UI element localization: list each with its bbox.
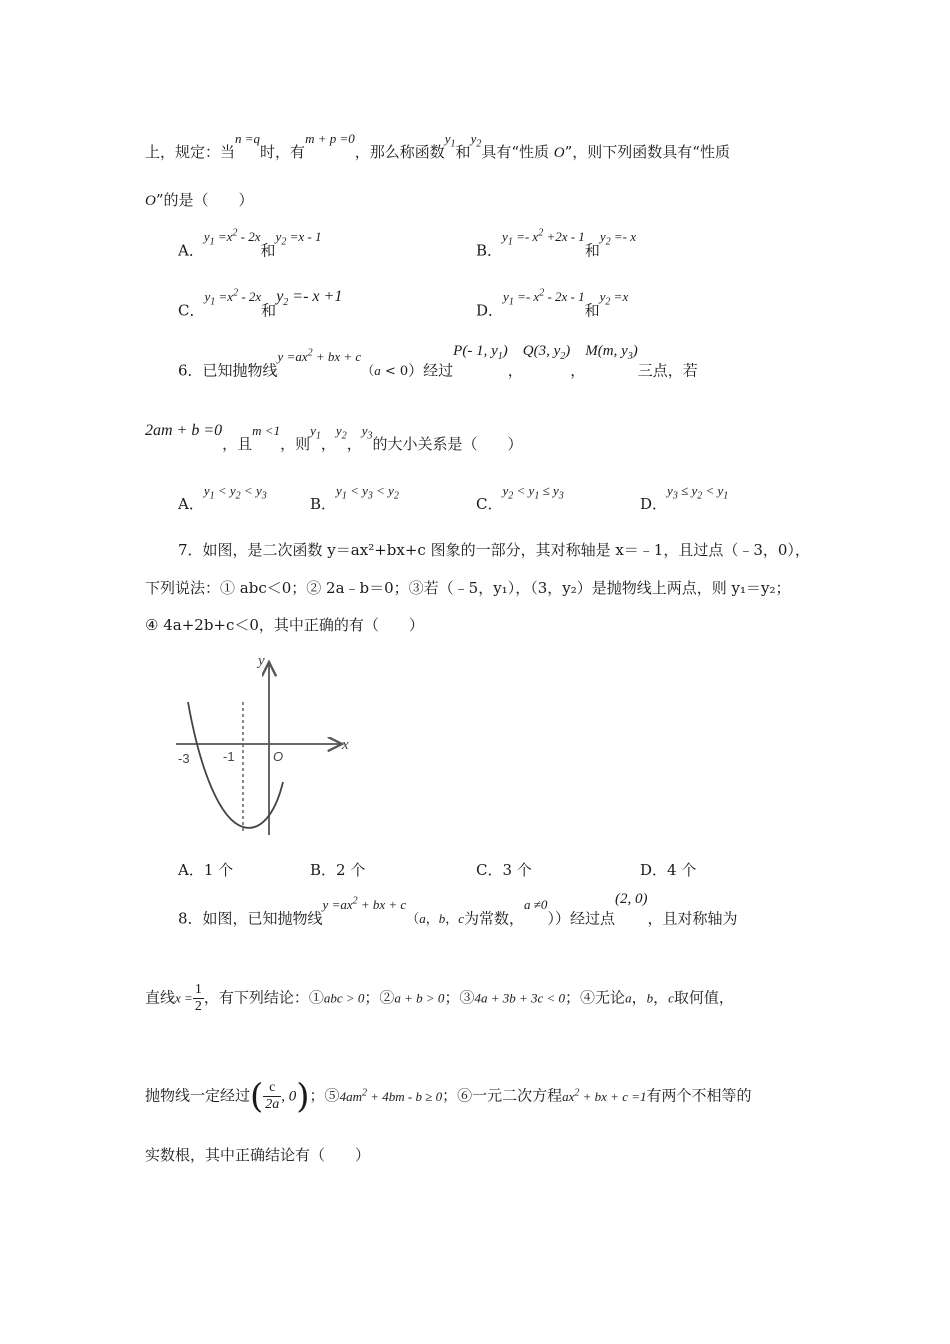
q6-option-a: A．$y_1 < y_2 < y_3$ [178, 483, 267, 513]
q6-2am-b: 2am + b =0 [145, 422, 223, 439]
math-n-eq-q: n =q [235, 131, 261, 146]
option-c-y2: $y_2 =- x +1$ [276, 288, 343, 309]
q6-y1: $y_1$ [310, 423, 321, 442]
q6-point-m: M(m, $y_3$) [585, 343, 638, 363]
option-c-y1: $y_1 =x^2 - 2x$ [204, 288, 262, 308]
q8-line-2: 直线x = $\frac{1}{2}$ ，有下列结论：①abc > 0；②a + b > 0；③4a + 3b + 3c < 0；④无论a，b，c取何值， [145, 982, 734, 1014]
q6-a-expr: $y_1 < y_2 < y_3$ [203, 483, 267, 502]
tick-label-neg3: -3 [178, 751, 190, 766]
q5-option-b: B．$y_1 =- x^2 +2x - 1$和$y_2 =- x$ [476, 228, 636, 260]
option-a-y2: $y_2 =x - 1$ [275, 229, 322, 248]
intro-line-2: O”的是（ ） [145, 191, 254, 209]
q5-option-a: A．$y_1 =x^2 - 2x$和$y_2 =x - 1$ [178, 228, 322, 260]
x-axis-label: x [342, 737, 349, 753]
q6-m-lt-1: m <1 [252, 423, 281, 438]
q7-line-2: 下列说法：① abc＜0；② 2a﹣b＝0；③若（﹣5，y₁），（3，y₂）是抛物线上两点，则 y₁＝y₂； [145, 579, 791, 597]
q8-abc: （a，b，c [406, 911, 465, 928]
q8-4am2: $4am^2 + 4bm - b \ge 0$ [339, 1087, 443, 1104]
math-m-plus-p: m + p =0 [305, 131, 355, 146]
q8-axis-x: x = [175, 990, 193, 1006]
origin-label: O [273, 749, 284, 764]
q7-option-b: B．2 个 [310, 861, 366, 879]
q6-option-b: B．$y_1 < y_3 < y_2$ [310, 483, 399, 513]
q7-line-3: ④ 4a+2b+c＜0，其中正确的有（ ） [145, 616, 424, 634]
option-b-y1: $y_1 =- x^2 +2x - 1$ [502, 228, 585, 248]
q6-cond: （a < 0 [361, 363, 409, 380]
q8-parabola: $y =ax^2$ + bx + c [322, 896, 407, 913]
q6-c-expr: $y_2 < y_1 \le y_3$ [502, 483, 564, 502]
q5-option-d: D．$y_1 =- x^2 - 2x - 1$和$y_2 =x$ [476, 288, 629, 320]
q6-point-p: P(- 1, $y_1$) [453, 343, 508, 363]
q7-option-d: D．4 个 [640, 861, 697, 879]
q8-point: (2, 0) [614, 891, 648, 908]
q6-option-c: C．$y_2 < y_1 \le y_3$ [476, 483, 564, 513]
q6-d-expr: $y_3 \le y_2 < y_1$ [667, 483, 729, 502]
parabola-graph [170, 650, 360, 840]
tick-label-neg1: -1 [223, 749, 235, 764]
q6-line-1: 6．已知抛物线$y =ax^2$ + bx + c（a < 0）经过P(- 1, $y_1$)，Q(3, $y_2$)，M(m, $y_3$)三点，若 [178, 343, 698, 380]
q8-abc-gt-0: abc > 0 [323, 990, 365, 1006]
q6-y3: $y_3$ [361, 423, 373, 442]
q8-line-3: 抛物线一定经过( $\frac{c}{2a}$ , 0)；$⑤4am^2 + 4bm - b \ge 0$；⑥一元二次方程$ax^2$ + bx + c =1有两个不相等的 [145, 1076, 752, 1117]
q7-line-1: 7．如图，是二次函数 y＝ax²+bx+c 图象的一部分，其对称轴是 x＝﹣1，且过点（﹣3，0）， [178, 541, 810, 559]
q7-option-c: C．3 个 [476, 861, 532, 879]
q6-line-2: 2am + b =0，且m <1，则$y_1$，$y_2$，$y_3$的大小关系是（ ） [145, 422, 523, 453]
q6-y2: $y_2$ [335, 423, 347, 442]
option-d-y2: $y_2 =x$ [599, 289, 629, 308]
q8-line-4: 实数根，其中正确结论有（ ） [145, 1146, 371, 1164]
q8-equation: $ax^2$ + bx + c =1 [562, 1087, 647, 1104]
intro-line-1: 上，规定：当n =q时，有m + p =0，那么称函数$y_1$和$y_2$具有“性质 O”，则下列函数具有“性质 [145, 131, 730, 161]
q8-line-1: 8．如图，已知抛物线$y =ax^2$ + bx + c（a，b，c为常数，a ≠0））经过点(2, 0)，且对称轴为 [178, 891, 738, 928]
option-d-y1: $y_1 =- x^2 - 2x - 1$ [503, 288, 585, 308]
q8-a-plus-b: a + b > 0 [394, 990, 445, 1006]
q8-a-ne-0: a ≠0 [524, 897, 548, 913]
option-a-y1: $y_1 =x^2 - 2x$ [203, 228, 261, 248]
q8-c-over-2a: $\frac{c}{2a}$ [265, 1080, 280, 1112]
q7-option-a: A．1 个 [178, 861, 234, 879]
q8-4a3b3c: 4a + 3b + 3c < 0 [474, 990, 566, 1006]
q5-option-c: C．$y_1 =x^2 - 2x$和$y_2 =- x +1$ [178, 288, 343, 320]
q6-parabola: $y =ax^2$ + bx + c [277, 348, 362, 365]
option-b-y2: $y_2 =- x$ [599, 229, 636, 248]
math-y1: $y_1$ [444, 131, 456, 150]
y-axis-label: y [258, 653, 265, 669]
q6-point-q: Q(3, $y_2$) [522, 343, 571, 363]
math-y2: $y_2$ [470, 131, 482, 150]
q8-half: $\frac{1}{2}$ [194, 982, 202, 1014]
q6-b-expr: $y_1 < y_3 < y_2$ [336, 483, 399, 502]
q6-option-d: D．$y_3 \le y_2 < y_1$ [640, 483, 729, 513]
